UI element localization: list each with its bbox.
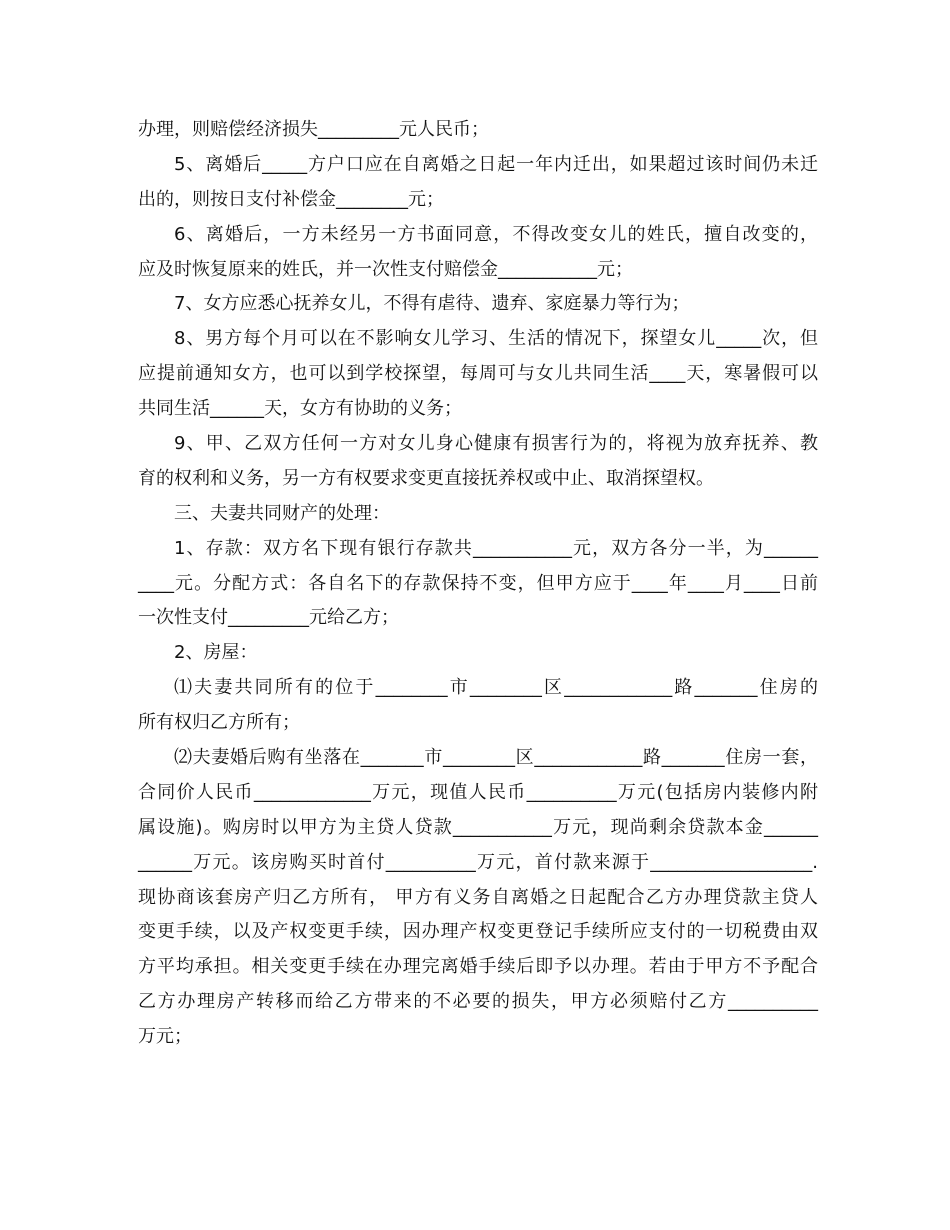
text-line: 办理，则赔偿经济损失_________元人民币； bbox=[138, 119, 489, 140]
text-line: 出的，则按日支付补偿金________元； bbox=[138, 188, 444, 210]
text-line: 6、离婚后，一方未经另一方书面同意，不得改变女儿的姓氏，擅自改变的， bbox=[174, 223, 818, 245]
text-line: 8、男方每个月可以在不影响女儿学习、生活的情况下，探望女儿_____次，但 bbox=[174, 328, 818, 350]
text-line: ______万元。该房购买时首付__________万元，首付款来源于__________________. bbox=[138, 851, 818, 873]
text-line: ____元。分配方式：各自名下的存款保持不变，但甲方应于____年____月____日前 bbox=[138, 572, 818, 594]
text-line: 万元； bbox=[138, 1026, 192, 1048]
text-line: 5、离婚后_____方户口应在自离婚之日起一年内迁出，如果超过该时间仍未迁 bbox=[174, 153, 818, 175]
text-line: 所有权归乙方所有； bbox=[138, 712, 300, 734]
text-line: 9、甲、乙双方任何一方对女儿身心健康有损害行为的，将视为放弃抚养、教 bbox=[174, 433, 818, 455]
text-line: 属设施)。购房时以甲方为主贷人贷款___________万元，现尚剩余贷款本金______ bbox=[138, 816, 818, 838]
document-body bbox=[138, 113, 818, 1055]
text-line: 应提前通知女方，也可以到学校探望，每周可与女儿共同生活____天，寒暑假可以 bbox=[138, 363, 818, 385]
text-line: 1、存款：双方名下现有银行存款共___________元，双方各分一半，为______ bbox=[174, 537, 818, 559]
text-line: 7、女方应悉心抚养女儿，不得有虐待、遗弃、家庭暴力等行为； bbox=[174, 293, 690, 315]
text-line: 应及时恢复原来的姓氏，并一次性支付赔偿金___________元； bbox=[138, 258, 633, 280]
text-line: 2、房屋： bbox=[174, 642, 258, 664]
text-line: 共同生活______天，女方有协助的义务； bbox=[138, 398, 462, 420]
text-line: 变更手续，以及产权变更手续，因办理产权变更登记手续所应支付的一切税费由双 bbox=[138, 921, 818, 943]
text-line: ⑴夫妻共同所有的位于________市________区____________路_______住房的 bbox=[174, 677, 818, 699]
text-line: 方平均承担。相关变更手续在办理完离婚手续后即予以办理。若由于甲方不予配合 bbox=[138, 956, 818, 978]
text-line: ⑵夫妻婚后购有坐落在_______市________区____________路_______住房一套， bbox=[174, 747, 818, 769]
text-line: 合同价人民币_____________万元，现值人民币__________万元(包括房内装修内附 bbox=[138, 781, 818, 803]
text-line: 乙方办理房产转移而给乙方带来的不必要的损失，甲方必须赔付乙方__________ bbox=[138, 991, 818, 1013]
text-line: 现协商该套房产归乙方所有， 甲方有义务自离婚之日起配合乙方办理贷款主贷人 bbox=[138, 886, 818, 908]
text-line: 育的权利和义务，另一方有权要求变更直接抚养权或中止、取消探望权。 bbox=[138, 467, 714, 489]
text-line: 一次性支付_________元给乙方； bbox=[138, 607, 399, 629]
section-heading: 三、夫妻共同财产的处理： bbox=[174, 502, 390, 524]
